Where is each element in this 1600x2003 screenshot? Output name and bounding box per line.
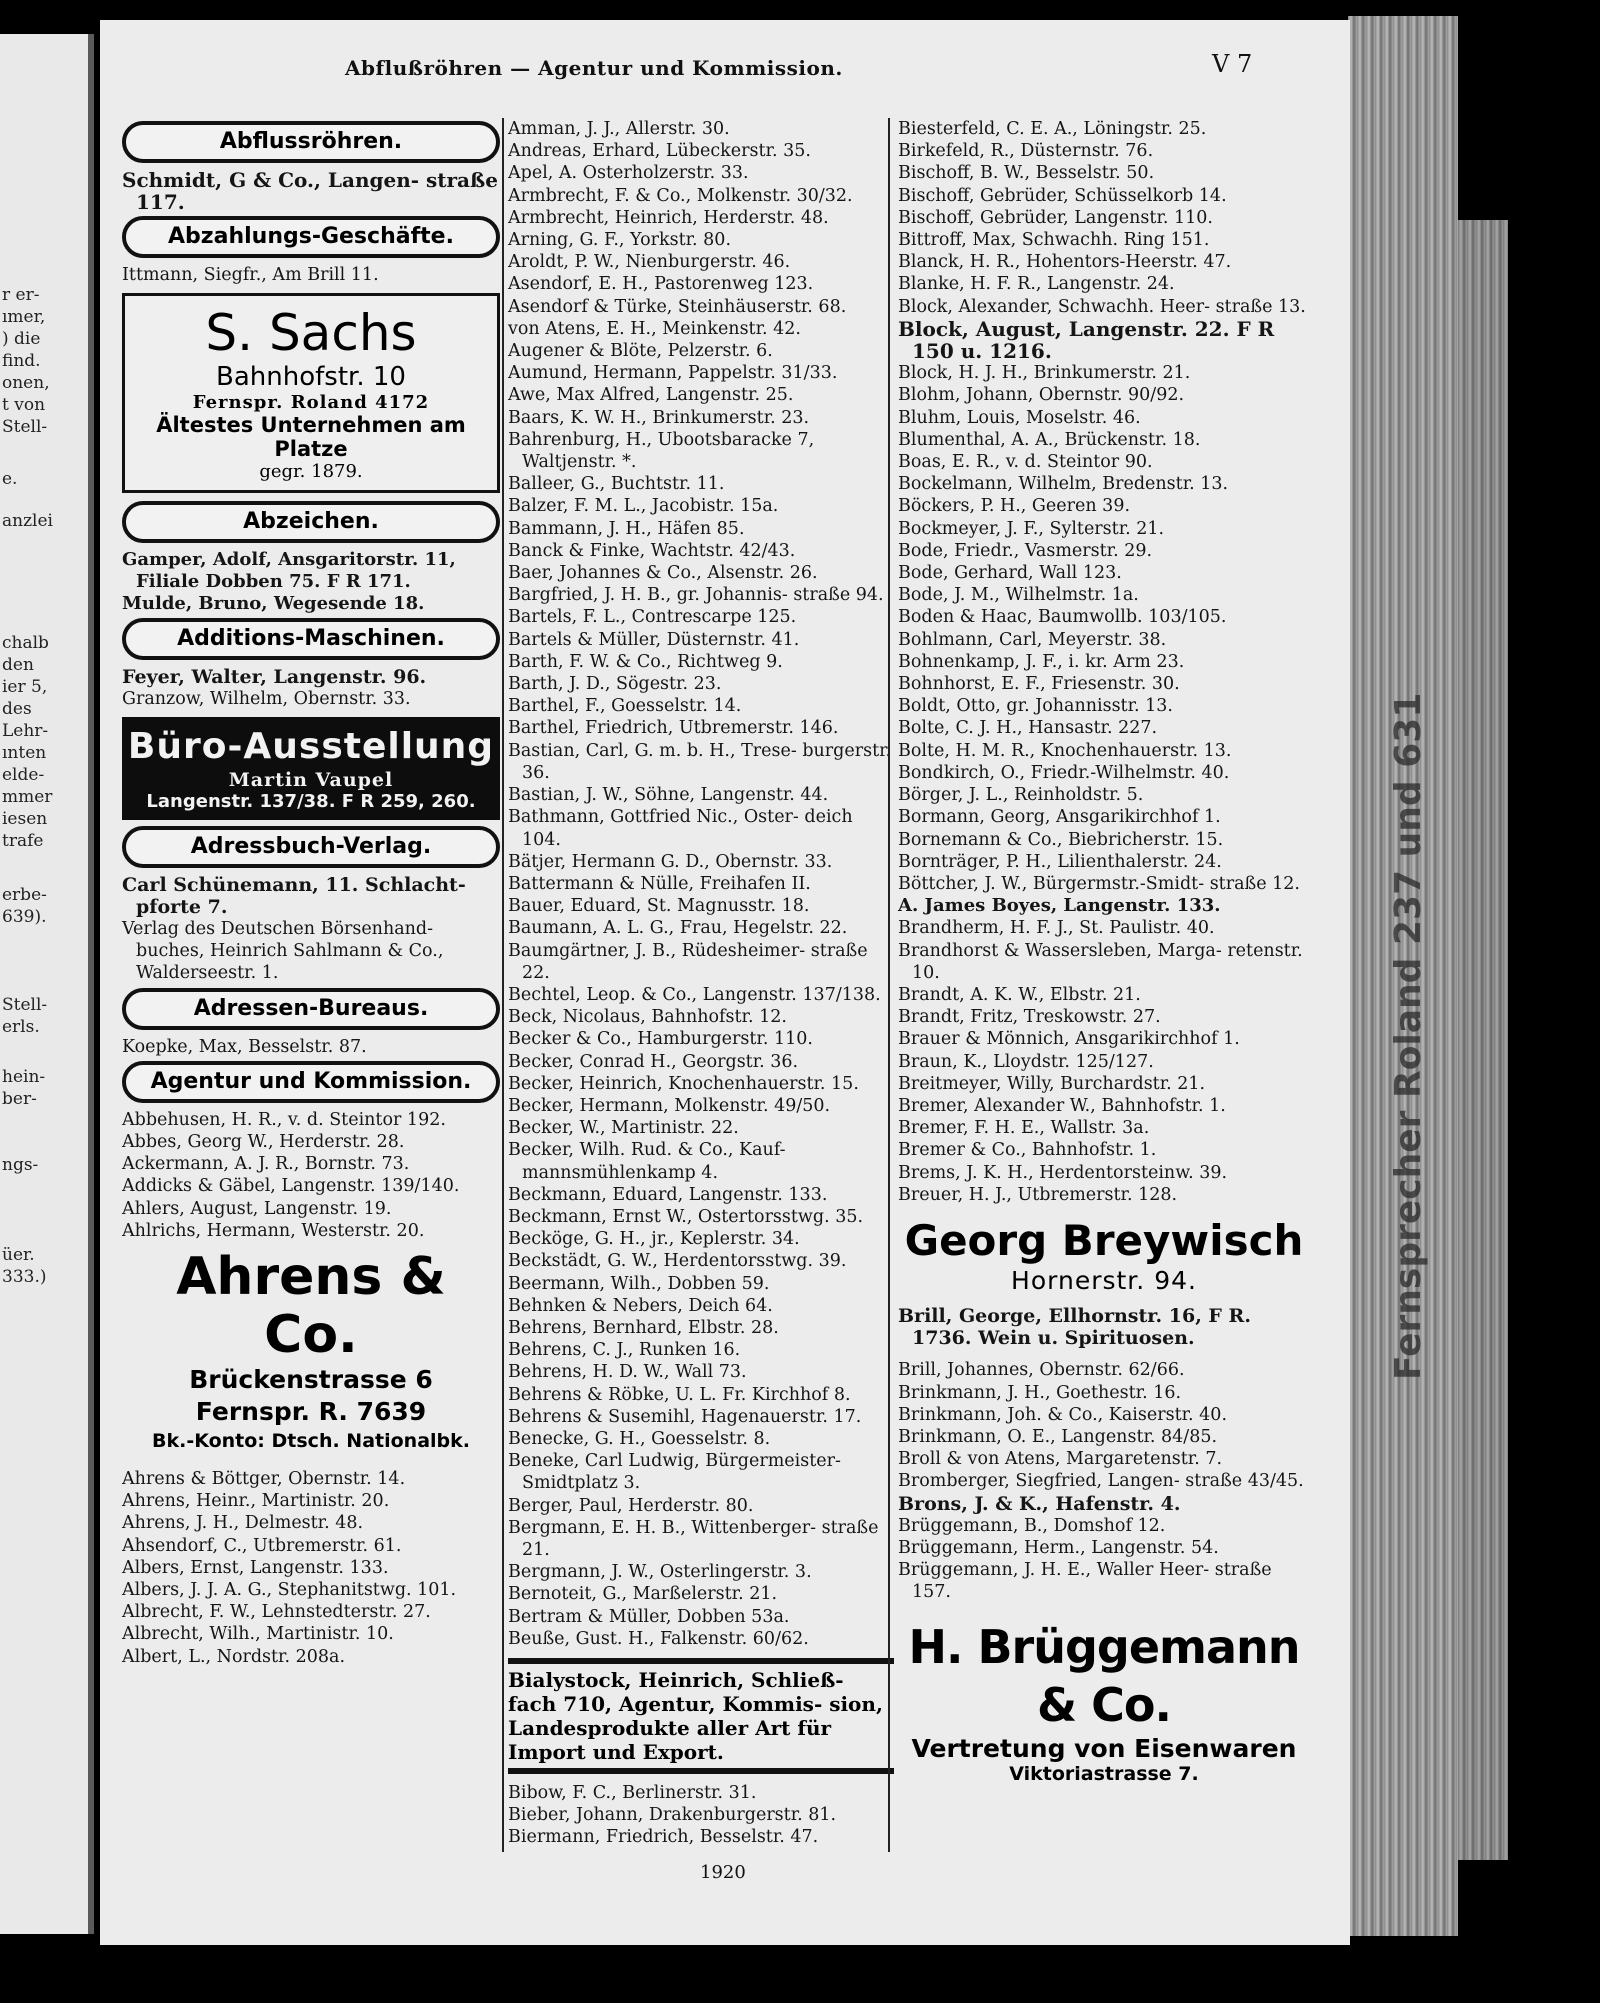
prev-page-fragment: ngs- (2, 1155, 39, 1175)
list-item: Asendorf & Türke, Steinhäuserstr. 68. (508, 296, 847, 317)
entry-list-c3b (898, 362, 1310, 895)
list-item: Baumann, A. L. G., Frau, Hegelstr. 22. (508, 918, 848, 939)
list-item: Brinkmann, J. H., Goethestr. 16. (898, 1382, 1182, 1403)
list-item: Bartels, F. L., Contrescarpe 125. (508, 607, 797, 628)
footer-number: 1920 (700, 1862, 746, 1883)
list-item: Bremer, F. H. E., Wallstr. 3a. (898, 1118, 1150, 1139)
entry-list-a (122, 1109, 500, 1242)
entry-block-august: Block, August, Langenstr. 22. F R 150 u. 1216. (898, 316, 1275, 364)
list-item: Boas, E. R., v. d. Steintor 90. (898, 452, 1153, 473)
list-item: Bode, Friedr., Vasmerstr. 29. (898, 540, 1153, 561)
list-item: Bremer, Alexander W., Bahnhofstr. 1. (898, 1095, 1226, 1116)
list-item: Bondkirch, O., Friedr.-Wilhelmstr. 40. (898, 762, 1230, 783)
prev-page-fragment: trafe (2, 831, 44, 851)
ad-brueggemann-name: H. Brüggemann & Co. (908, 1619, 1300, 1732)
list-item: Brinkmann, O. E., Langenstr. 84/85. (898, 1426, 1218, 1447)
entry-brill-george: Brill, George, Ellhornstr. 16, F R. 1736. Wein u. Spirituosen. (898, 1304, 1251, 1350)
heading-adressen-bureaus: Adressen-Bureaus. (122, 988, 500, 1030)
list-item: Albert, L., Nordstr. 208a. (122, 1646, 346, 1667)
list-item: Bormann, Georg, Ansgarikirchhof 1. (898, 807, 1221, 828)
prev-page-fragment: iesen (2, 809, 48, 829)
list-item: Brems, J. K. H., Herdentorsteinw. 39. (898, 1162, 1228, 1183)
list-item: Becköge, G. H., jr., Keplerstr. 34. (508, 1229, 800, 1250)
list-item: Behrens & Susemihl, Hagenauerstr. 17. (508, 1406, 862, 1427)
prev-page-fragment: Lehr- (2, 721, 49, 741)
list-item: Apel, A. Osterholzerstr. 33. (508, 163, 749, 184)
list-item: Bastian, Carl, G. m. b. H., Trese- burgerstr. 36. (508, 740, 892, 783)
ad-sachs-slogan: Ältestes Unternehmen am Platze (156, 412, 466, 461)
list-item: Beckstädt, G. W., Herdentorsstwg. 39. (508, 1251, 847, 1272)
list-item: Bauer, Eduard, St. Magnusstr. 18. (508, 896, 810, 917)
list-item: Bode, Gerhard, Wall 123. (898, 563, 1122, 584)
list-item: Behrens, H. D. W., Wall 73. (508, 1362, 747, 1383)
list-item: Bartels & Müller, Düsternstr. 41. (508, 629, 800, 650)
heading-abzahlungsgeschaefte: Abzahlungs-Geschäfte. (122, 216, 500, 258)
list-item: Ahrens & Böttger, Obernstr. 14. (122, 1469, 406, 1490)
edge-stamp-text: Fernsprecher Roland 237 und 631 (1388, 692, 1429, 1380)
heading-abflussroehren: Abflussröhren. (122, 121, 500, 163)
list-item: Blumenthal, A. A., Brückenstr. 18. (898, 429, 1201, 450)
prev-page-fragment: onen, (2, 373, 50, 393)
entry-schuenemann: Carl Schünemann, 11. Schlacht- pforte 7. (122, 873, 466, 918)
ad-ahrens-bank: Bk.-Konto: Dtsch. Nationalbk. (151, 1430, 470, 1453)
list-item: Breitmeyer, Willy, Burchardstr. 21. (898, 1073, 1206, 1094)
column-3 (888, 118, 1310, 1852)
list-item: Bremer & Co., Bahnhofstr. 1. (898, 1140, 1157, 1161)
prev-page-fragment: ınten (2, 743, 47, 763)
list-item: Asendorf, E. H., Pastorenweg 123. (508, 274, 814, 295)
ad-sachs-name: S. Sachs (205, 303, 417, 362)
list-item: Amman, J. J., Allerstr. 30. (508, 119, 730, 139)
entry-schmidt: Schmidt, G & Co., Langen- straße 117. (122, 168, 498, 215)
list-item: Banck & Finke, Wachtstr. 42/43. (508, 540, 796, 561)
ad-buero-ausstellung (122, 717, 500, 820)
list-item: Breuer, H. J., Utbremerstr. 128. (898, 1184, 1178, 1205)
list-item: Barthel, Friedrich, Utbremerstr. 146. (508, 718, 839, 739)
list-item: Bohnhorst, E. F., Friesenstr. 30. (898, 674, 1180, 695)
list-item: Abbehusen, H. R., v. d. Steintor 192. (122, 1109, 446, 1130)
prev-page-fragment: r er- (2, 285, 40, 305)
list-item: Becker, W., Martinistr. 22. (508, 1118, 739, 1139)
ad-buero-title: Büro-Ausstellung (127, 725, 495, 767)
list-item: Braun, K., Lloydstr. 125/127. (898, 1051, 1154, 1072)
entry-list-c2b (508, 1782, 894, 1849)
list-item: Augener & Blöte, Pelzerstr. 6. (508, 341, 773, 362)
list-item: Arning, G. F., Yorkstr. 80. (508, 230, 732, 251)
list-item: Bromberger, Siegfried, Langen- straße 43/45. (898, 1471, 1304, 1492)
entry-granzow: Granzow, Wilhelm, Obernstr. 33. (122, 689, 411, 710)
ad-sachs-founded: gegr. 1879. (259, 460, 363, 482)
entry-list-c3c (898, 917, 1310, 1206)
list-item: Brill, Johannes, Obernstr. 62/66. (898, 1360, 1185, 1381)
list-item: Blanck, H. R., Hohentors-Heerstr. 47. (898, 252, 1232, 273)
ad-brueggemann-sub: Vertretung von Eisenwaren (911, 1733, 1297, 1763)
list-item: Balzer, F. M. L., Jacobistr. 15a. (508, 496, 779, 517)
prev-page-fragment: Stell- (2, 417, 48, 437)
entry-list-c2a (508, 118, 894, 1650)
ad-ahrens-name: Ahrens & Co. (176, 1247, 446, 1366)
list-item: Barth, J. D., Sögestr. 23. (508, 674, 722, 695)
ad-breywisch (898, 1216, 1310, 1295)
list-item: Block, Alexander, Schwachh. Heer- straße 13. (898, 296, 1306, 317)
list-item: Beckmann, Eduard, Langenstr. 133. (508, 1184, 828, 1205)
prev-page-fragment: e. (2, 469, 18, 489)
list-item: Bohlmann, Carl, Meyerstr. 38. (898, 629, 1167, 650)
list-item: von Atens, E. H., Meinkenstr. 42. (508, 318, 801, 339)
ad-buero-owner: Martin Vaupel (228, 768, 394, 791)
list-item: Abbes, Georg W., Herderstr. 28. (122, 1132, 405, 1153)
entry-mulde: Mulde, Bruno, Wegesende 18. (122, 593, 425, 615)
ad-sachs-phone: Fernspr. Roland 4172 (192, 391, 430, 413)
list-item: Bornträger, P. H., Lilienthalerstr. 24. (898, 851, 1222, 872)
page-number: V 7 (1212, 50, 1253, 78)
list-item: Battermann & Nülle, Freihafen II. (508, 873, 811, 894)
list-item: Boldt, Otto, gr. Johannisstr. 13. (898, 696, 1173, 717)
list-item: Balleer, G., Buchtstr. 11. (508, 474, 725, 495)
prev-page-fragment: 333.) (2, 1267, 47, 1287)
list-item: Bittroff, Max, Schwachh. Ring 151. (898, 230, 1210, 251)
ad-s-sachs (122, 293, 500, 493)
list-item: Boden & Haac, Baumwollb. 103/105. (898, 607, 1227, 628)
prev-page-fragment: erls. (2, 1017, 40, 1037)
list-item: Brandt, A. K. W., Elbstr. 21. (898, 984, 1141, 1005)
entry-koepke: Koepke, Max, Besselstr. 87. (122, 1036, 367, 1057)
prev-page-fragment: anzlei (2, 511, 53, 531)
prev-page-fragment: den (2, 655, 34, 675)
list-item: Albers, Ernst, Langenstr. 133. (122, 1557, 389, 1578)
ad-breywisch-address: Hornerstr. 94. (1011, 1265, 1197, 1295)
list-item: Bode, J. M., Wilhelmstr. 1a. (898, 585, 1139, 606)
list-item: Block, H. J. H., Brinkumerstr. 21. (898, 363, 1191, 384)
list-item: Bargfried, J. H. B., gr. Johannis- straße 94. (508, 585, 884, 606)
entry-list-c3e (898, 1515, 1310, 1604)
ad-ahrens (122, 1248, 500, 1454)
list-item: Ahsendorf, C., Utbremerstr. 61. (122, 1535, 402, 1556)
list-item: Behrens, C. J., Runken 16. (508, 1340, 741, 1361)
ad-bialystock: Bialystock, Heinrich, Schließ- fach 710, Agentur, Kommis- sion, Landesprodukte aller Art für Import und Export. (508, 1658, 894, 1774)
entry-list-c3a (898, 118, 1310, 318)
list-item: Bätjer, Hermann G. D., Obernstr. 33. (508, 851, 833, 872)
list-item: Birkefeld, R., Düsternstr. 76. (898, 141, 1154, 162)
previous-page-strip (0, 34, 94, 1934)
list-item: Brüggemann, J. H. E., Waller Heer- straße 157. (898, 1560, 1272, 1603)
list-item: Bischoff, Gebrüder, Schüsselkorb 14. (898, 185, 1227, 206)
entry-list-c3d (898, 1359, 1310, 1492)
list-item: Becker, Heinrich, Knochenhauerstr. 15. (508, 1073, 859, 1094)
list-item: Börger, J. L., Reinholdstr. 5. (898, 785, 1144, 806)
prev-page-fragment: 639). (2, 907, 47, 927)
list-item: Bertram & Müller, Dobben 53a. (508, 1606, 790, 1627)
list-item: Bieber, Johann, Drakenburgerstr. 81. (508, 1805, 837, 1826)
list-item: Brandhorst & Wassersleben, Marga- retenstr. 10. (898, 940, 1303, 983)
list-item: Bolte, C. J. H., Hansastr. 227. (898, 718, 1158, 739)
list-item: Behnken & Nebers, Deich 64. (508, 1295, 773, 1316)
list-item: Baars, K. W. H., Brinkumerstr. 23. (508, 407, 810, 428)
list-item: Berger, Paul, Herderstr. 80. (508, 1495, 754, 1516)
prev-page-fragment: ier 5, (2, 677, 48, 697)
list-item: Barthel, F., Goesselstr. 14. (508, 696, 742, 717)
list-item: Bernoteit, G., Marßelerstr. 21. (508, 1584, 778, 1605)
column-2 (502, 118, 894, 1852)
list-item: Ackermann, A. J. R., Bornstr. 73. (122, 1154, 410, 1175)
list-item: Aroldt, P. W., Nienburgerstr. 46. (508, 252, 791, 273)
list-item: Albers, J. J. A. G., Stephanitstwg. 101. (122, 1580, 457, 1601)
list-item: Brandherm, H. F. J., St. Paulistr. 40. (898, 918, 1215, 939)
list-item: Bischoff, B. W., Besselstr. 50. (898, 163, 1155, 184)
ad-ahrens-phone: Fernspr. R. 7639 (195, 1397, 427, 1427)
prev-page-fragment: t von (2, 395, 46, 415)
entry-feyer: Feyer, Walter, Langenstr. 96. (122, 666, 427, 689)
list-item: Böckers, P. H., Geeren 39. (898, 496, 1131, 517)
list-item: Brinkmann, Joh. & Co., Kaiserstr. 40. (898, 1404, 1228, 1425)
prev-page-fragment: ber- (2, 1089, 37, 1109)
list-item: Bibow, F. C., Berlinerstr. 31. (508, 1783, 757, 1804)
list-item: Biermann, Friedrich, Besselstr. 47. (508, 1827, 819, 1848)
list-item: Beermann, Wilh., Dobben 59. (508, 1273, 770, 1294)
list-item: Bastian, J. W., Söhne, Langenstr. 44. (508, 785, 829, 806)
list-item: Beckmann, Ernst W., Ostertorsstwg. 35. (508, 1206, 864, 1227)
ad-breywisch-name: Georg Breywisch (904, 1215, 1304, 1265)
list-item: Broll & von Atens, Margaretenstr. 7. (898, 1449, 1223, 1470)
ad-ahrens-address: Brückenstrasse 6 (189, 1365, 433, 1395)
list-item: Brandt, Fritz, Treskowstr. 27. (898, 1007, 1161, 1028)
heading-adressbuch-verlag: Adressbuch-Verlag. (122, 826, 500, 868)
list-item: Böttcher, J. W., Bürgermstr.-Smidt- straße 12. (898, 873, 1300, 894)
prev-page-fragment: erbe- (2, 885, 47, 905)
list-item: Biesterfeld, C. E. A., Löningstr. 25. (898, 119, 1207, 139)
list-item: Brüggemann, Herm., Langenstr. 54. (898, 1537, 1219, 1558)
list-item: Addicks & Gäbel, Langenstr. 139/140. (122, 1176, 460, 1197)
list-item: Bluhm, Louis, Moselstr. 46. (898, 407, 1141, 428)
list-item: Bischoff, Gebrüder, Langenstr. 110. (898, 207, 1213, 228)
list-item: Bahrenburg, H., Ubootsbaracke 7, Waltjenstr. *. (508, 429, 815, 473)
entry-brons: Brons, J. & K., Hafenstr. 4. (898, 1492, 1181, 1515)
list-item: Barth, F. W. & Co., Richtweg 9. (508, 651, 783, 672)
prev-page-fragment: ) die (2, 329, 41, 349)
list-item: Bergmann, E. H. B., Wittenberger- straße 21. (508, 1517, 879, 1560)
list-item: Bockmeyer, J. F., Sylterstr. 21. (898, 518, 1165, 539)
entry-list-b (122, 1468, 500, 1668)
prev-page-fragment: hein- (2, 1067, 46, 1087)
heading-additionsmaschinen: Additions-Maschinen. (122, 618, 500, 660)
list-item: Beneke, Carl Ludwig, Bürgermeister- Smidtplatz 3. (508, 1451, 841, 1494)
list-item: Bohnenkamp, J. F., i. kr. Arm 23. (898, 651, 1185, 672)
ad-brueggemann (898, 1618, 1310, 1785)
list-item: Awe, Max Alfred, Langenstr. 25. (508, 385, 794, 406)
list-item: Behrens, Bernhard, Elbstr. 28. (508, 1317, 779, 1338)
list-item: Brüggemann, B., Domshof 12. (898, 1515, 1166, 1536)
list-item: Becker, Wilh. Rud. & Co., Kauf- mannsmühlenkamp 4. (508, 1140, 786, 1183)
list-item: Armbrecht, F. & Co., Molkenstr. 30/32. (508, 185, 853, 206)
prev-page-fragment: des (2, 699, 32, 719)
list-item: Beuße, Gust. H., Falkenstr. 60/62. (508, 1628, 809, 1649)
list-item: Ahlrichs, Hermann, Westerstr. 20. (122, 1220, 425, 1241)
list-item: Bolte, H. M. R., Knochenhauerstr. 13. (898, 740, 1232, 761)
list-item: Behrens & Röbke, U. L. Fr. Kirchhof 8. (508, 1384, 851, 1405)
heading-agentur-kommission: Agentur und Kommission. (122, 1061, 500, 1103)
list-item: Bathmann, Gottfried Nic., Oster- deich 104. (508, 807, 853, 850)
list-item: Blohm, Johann, Obernstr. 90/92. (898, 385, 1185, 406)
book-page-edge-outer (1458, 220, 1508, 1860)
entry-gamper: Gamper, Adolf, Ansgaritorstr. 11, Filiale Dobben 75. F R 171. (122, 548, 456, 592)
prev-page-fragment: üer. (2, 1245, 35, 1265)
list-item: Baumgärtner, J. B., Rüdesheimer- straße 22. (508, 940, 868, 983)
list-item: Blanke, H. F. R., Langenstr. 24. (898, 274, 1175, 295)
list-item: Andreas, Erhard, Lübeckerstr. 35. (508, 141, 811, 162)
running-head: Abflußröhren — Agentur und Kommission. (345, 56, 843, 80)
list-item: Ahrens, Heinr., Martinistr. 20. (122, 1491, 390, 1512)
list-item: Ahlers, August, Langenstr. 19. (122, 1198, 392, 1219)
entry-boyes: A. James Boyes, Langenstr. 133. (898, 895, 1221, 917)
prev-page-fragment: chalb (2, 633, 49, 653)
prev-page-fragment: find. (2, 351, 41, 371)
list-item: Becker, Conrad H., Georgstr. 36. (508, 1051, 799, 1072)
heading-abzeichen: Abzeichen. (122, 501, 500, 543)
list-item: Armbrecht, Heinrich, Herderstr. 48. (508, 207, 829, 228)
list-item: Albrecht, Wilh., Martinistr. 10. (122, 1624, 394, 1645)
column-1 (122, 118, 500, 1668)
list-item: Aumund, Hermann, Pappelstr. 31/33. (508, 363, 838, 384)
list-item: Becker, Hermann, Molkenstr. 49/50. (508, 1095, 831, 1116)
list-item: Bornemann & Co., Biebricherstr. 15. (898, 829, 1224, 850)
list-item: Beck, Nicolaus, Bahnhofstr. 12. (508, 1007, 787, 1028)
list-item: Ahrens, J. H., Delmestr. 48. (122, 1513, 364, 1534)
list-item: Albrecht, F. W., Lehnstedterstr. 27. (122, 1602, 431, 1623)
list-item: Becker & Co., Hamburgerstr. 110. (508, 1029, 813, 1050)
ad-buero-address: Langenstr. 137/38. F R 259, 260. (146, 790, 476, 812)
list-item: Bergmann, J. W., Osterlingerstr. 3. (508, 1562, 812, 1583)
prev-page-fragment: mmer (2, 787, 53, 807)
prev-page-fragment: elde- (2, 765, 45, 785)
list-item: Bammann, J. H., Häfen 85. (508, 518, 745, 539)
entry-boersenhandbuch: Verlag des Deutschen Börsenhand- buches, Heinrich Sahlmann & Co., Walderseestr. 1. (122, 919, 444, 984)
list-item: Brauer & Mönnich, Ansgarikirchhof 1. (898, 1029, 1240, 1050)
prev-page-fragment: ımer, (2, 307, 46, 327)
list-item: Benecke, G. H., Goesselstr. 8. (508, 1428, 771, 1449)
ad-brueggemann-address: Viktoriastrasse 7. (1009, 1762, 1199, 1785)
prev-page-fragment: Stell- (2, 995, 48, 1015)
list-item: Bockelmann, Wilhelm, Bredenstr. 13. (898, 474, 1229, 495)
list-item: Bechtel, Leop. & Co., Langenstr. 137/138. (508, 984, 881, 1005)
entry-ittmann: Ittmann, Siegfr., Am Brill 11. (122, 265, 379, 286)
list-item: Baer, Johannes & Co., Alsenstr. 26. (508, 563, 818, 584)
ad-sachs-address: Bahnhofstr. 10 (216, 361, 406, 392)
